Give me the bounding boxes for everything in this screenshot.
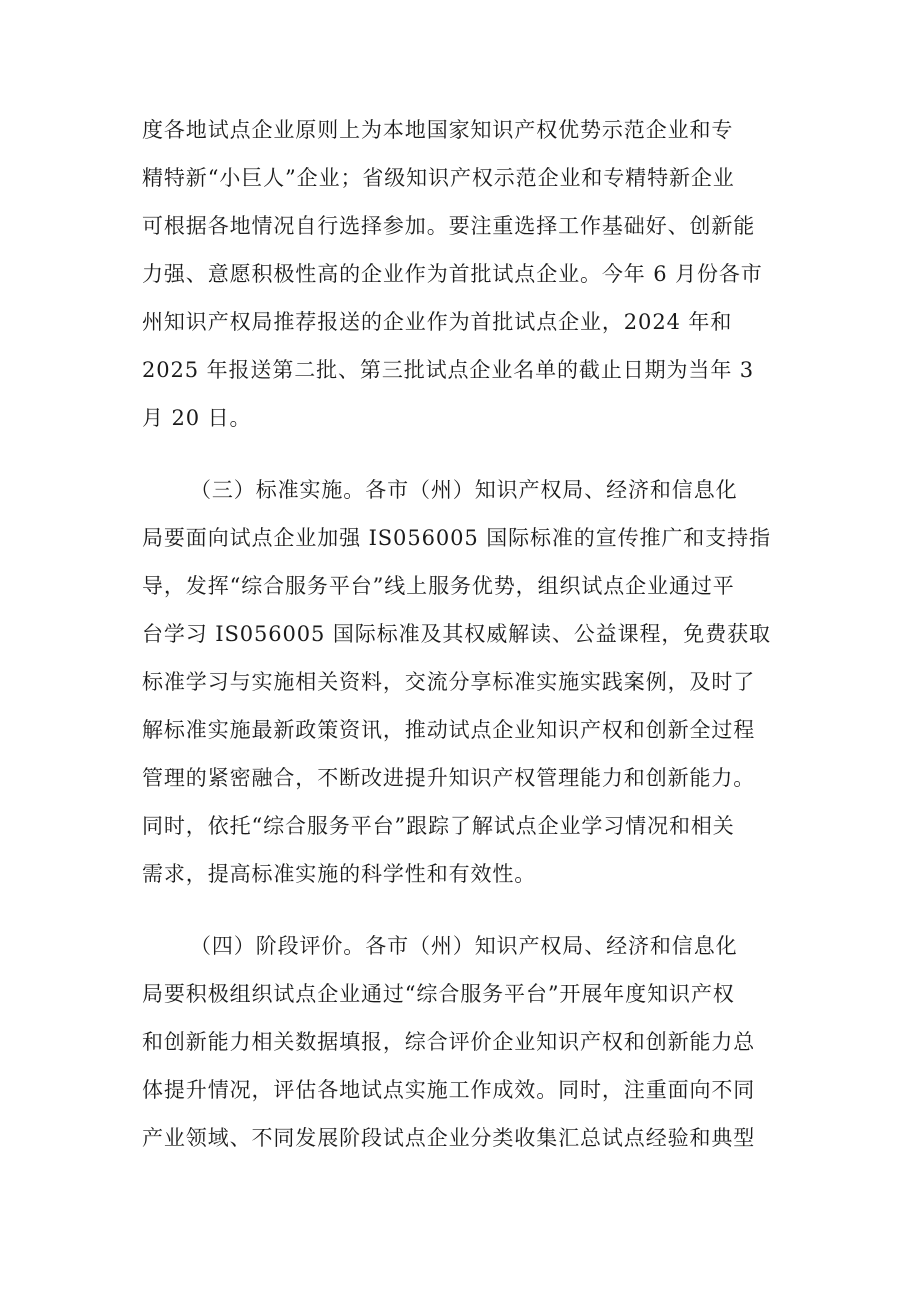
text-line: 台学习 IS056005 国际标准及其权威解读、公益课程，免费获取 [142,622,771,646]
text-line: 力强、意愿积极性高的企业作为首批试点企业。今年 6 月份各市 [142,262,763,286]
text-line: 产业领域、不同发展阶段试点企业分类收集汇总试点经验和典型 [142,1126,756,1150]
text-line: 和创新能力相关数据填报，综合评价企业知识产权和创新能力总 [142,1030,756,1054]
text-line: 解标准实施最新政策资讯，推动试点企业知识产权和创新全过程 [142,718,756,742]
text-line: 度各地试点企业原则上为本地国家知识产权优势示范企业和专 [142,118,734,142]
paragraph-heading-line: （四）阶段评价。各市（州）知识产权局、经济和信息化 [190,934,738,958]
paragraph-heading-line: （三）标准实施。各市（州）知识产权局、经济和信息化 [190,478,738,502]
text-line: 标准学习与实施相关资料，交流分享标准实施实践案例，及时了 [142,670,756,694]
text-line: 州知识产权局推荐报送的企业作为首批试点企业，2024 年和 [142,310,733,334]
text-line: 2025 年报送第二批、第三批试点企业名单的截止日期为当年 3 [142,358,755,382]
text-line: 局要积极组织试点企业通过“综合服务平台”开展年度知识产权 [142,982,735,1006]
text-line: 管理的紧密融合，不断改进提升知识产权管理能力和创新能力。 [142,766,756,790]
text-line: 需求，提高标准实施的科学性和有效性。 [142,862,537,886]
text-line: 体提升情况，评估各地试点实施工作成效。同时，注重面向不同 [142,1078,756,1102]
text-line: 同时，依托“综合服务平台”跟踪了解试点企业学习情况和相关 [142,814,735,838]
text-line: 可根据各地情况自行选择参加。要注重选择工作基础好、创新能 [142,214,756,238]
text-line: 精特新“小巨人”企业；省级知识产权示范企业和专精特新企业 [142,166,735,190]
text-line: 月 20 日。 [142,406,252,430]
text-line: 导，发挥“综合服务平台”线上服务优势，组织试点企业通过平 [142,574,735,598]
text-line: 局要面向试点企业加强 IS056005 国际标准的宣传推广和支持指 [142,526,771,550]
